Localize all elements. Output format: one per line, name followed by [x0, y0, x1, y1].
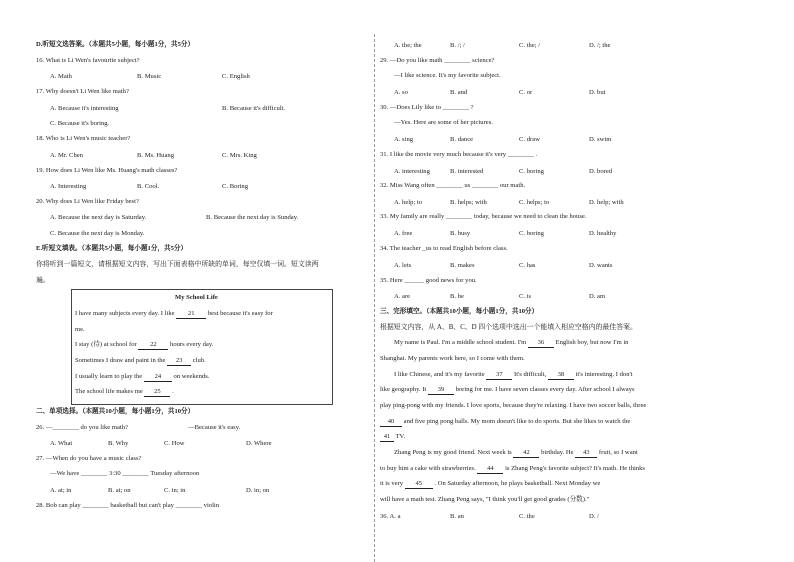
q31-stem: 31. I like the movie very much because it's very ________ . — [380, 151, 538, 158]
passage-line10: it is very 45 . On Saturday afternoon, he plays basketball. Next Monday we — [380, 480, 601, 487]
q29-option-c[interactable]: C. or — [519, 89, 533, 96]
q36-option-a[interactable]: 36. A. a — [380, 513, 401, 520]
q26-option-a[interactable]: A. What — [50, 440, 73, 447]
blank-45[interactable]: 45 — [405, 481, 433, 489]
section-3-title: 三、完形填空。（本题共10小题，每小题1分，共10分） — [380, 308, 539, 315]
table-title: My School Life — [175, 294, 218, 301]
q30-option-b[interactable]: B. dance — [450, 136, 474, 143]
q16-option-b[interactable]: B. Music — [137, 73, 162, 80]
q35-option-a[interactable]: A. are — [394, 293, 411, 300]
q19-stem: 19. How does Li Wen like Ms. Huang's math classes? — [36, 167, 178, 174]
q36-option-c[interactable]: C. the — [519, 513, 535, 520]
q18-stem: 18. Who is Li Wen's music teacher? — [36, 135, 131, 142]
blank-42[interactable]: 42 — [513, 450, 539, 458]
q32-option-d[interactable]: D. help; with — [589, 199, 624, 206]
q31-option-a[interactable]: A. interesting — [394, 168, 430, 175]
q16-stem: 16. What is Li Wen's favourite subject? — [36, 57, 140, 64]
q32-stem: 32. Miss Wang often ________ us ________ our math. — [380, 182, 526, 189]
q33-option-a[interactable]: A. free — [394, 230, 413, 237]
section-3-desc: 根据短文内容，从 A、B、C、D 四个选项中选出一个能填入相应空格内的最佳答案。 — [380, 324, 637, 331]
q26-response: —Because it's easy. — [188, 424, 241, 431]
q34-option-d[interactable]: D. wants — [589, 262, 613, 269]
blank-44[interactable]: 44 — [477, 466, 503, 474]
table-line5: I usually learn to play the 24 on weekends. — [75, 373, 210, 380]
passage-line1: My name is Paul. I'm a middle school student. I'm 36 English boy, but now I'm in — [394, 339, 629, 346]
blank-36[interactable]: 36 — [528, 340, 554, 348]
q28-stem: 28. Bob can play ________ basketball but can't play ________ violin — [36, 502, 220, 509]
blank-24[interactable]: 24 — [144, 374, 172, 382]
q28-option-c[interactable]: C. the; / — [519, 42, 541, 49]
q19-option-c[interactable]: C. Boring — [222, 183, 249, 190]
q30-response: —Yes. Here are some of her pictures. — [394, 119, 493, 126]
section-e-title: E.听短文填表。（本题共5小题，每小题1分，共5分） — [36, 245, 188, 252]
q19-option-b[interactable]: B. Cool. — [137, 183, 160, 190]
blank-40[interactable]: 40 — [380, 419, 402, 427]
table-line3: I stay (待) at school for 22 hours every day. — [75, 341, 214, 348]
q35-option-d[interactable]: D. am — [589, 293, 606, 300]
q35-option-c[interactable]: C. is — [519, 293, 532, 300]
section-e-desc-line1: 你将听到一篇短文，请根据短文内容，写出下面表格中所缺的单词，每空仅填一词。短文读两 — [36, 261, 319, 268]
q34-option-c[interactable]: C. has — [519, 262, 536, 269]
q28-option-b[interactable]: B. /; / — [450, 42, 465, 49]
q30-option-d[interactable]: D. swim — [589, 136, 612, 143]
table-line6: The school life makes me 25 . — [75, 388, 174, 395]
q32-option-c[interactable]: C. helps; to — [519, 199, 550, 206]
q36-option-d[interactable]: D. / — [589, 513, 599, 520]
q26-option-b[interactable]: B. Why — [108, 440, 129, 447]
q35-stem: 35. Here ______ good news for you. — [380, 277, 477, 284]
q19-option-a[interactable]: A. Interesting — [50, 183, 87, 190]
q16-option-a[interactable]: A. Math — [50, 73, 72, 80]
q33-option-b[interactable]: B. busy — [450, 230, 471, 237]
passage-line5: play ping-pong with my friends. I love sports, because they're relaxing. I have two soccer balls, three — [380, 402, 647, 409]
passage-line11: will have a math test. Zhang Peng says, "I think you'll get good grades (分数)." — [380, 496, 590, 503]
section-d-title: D.听短文选答案。（本题共5小题，每小题1分，共5分） — [36, 41, 195, 48]
passage-line4: like geography. It 39 boring for me. I have seven classes every day. After school I always — [380, 386, 635, 393]
q29-stem: 29. —Do you like math ________ science? — [380, 57, 495, 64]
blank-39[interactable]: 39 — [428, 387, 454, 395]
q28-option-d[interactable]: D. /; the — [589, 42, 611, 49]
q31-option-d[interactable]: D. bored — [589, 168, 613, 175]
q20-option-a[interactable]: A. Because the next day is Saturday. — [50, 214, 147, 221]
q29-option-b[interactable]: B. and — [450, 89, 468, 96]
blank-37[interactable]: 37 — [486, 372, 512, 380]
q33-option-c[interactable]: C. boring — [519, 230, 544, 237]
q35-option-b[interactable]: B. be — [450, 293, 464, 300]
q33-option-d[interactable]: D. healthy — [589, 230, 617, 237]
table-line1: I have many subjects every day. I like 21 best because it's easy for — [75, 310, 273, 317]
q27-option-c[interactable]: C. in; in — [164, 487, 186, 494]
blank-25[interactable]: 25 — [144, 389, 170, 397]
q30-stem: 30. —Does Lily like to ________ ? — [380, 104, 474, 111]
q26-option-c[interactable]: C. How — [164, 440, 185, 447]
q17-option-a[interactable]: A. Because it's interesting — [50, 105, 119, 112]
blank-38[interactable]: 38 — [548, 372, 574, 380]
passage-line2: Shanghai. My parents work here, so I come with them. — [380, 355, 525, 362]
blank-23[interactable]: 23 — [167, 358, 191, 366]
passage-line6: 40 and five ping pong balls. My mom doesn't like to do sports. But she likes to watch the — [380, 419, 630, 427]
q30-option-a[interactable]: A. sing — [394, 136, 414, 143]
q36-option-b[interactable]: B. an — [450, 513, 464, 520]
q26-option-d[interactable]: D. Where — [246, 440, 272, 447]
table-line2: me. — [75, 326, 85, 333]
q29-response: —I like science. It's my favorite subject. — [394, 72, 501, 79]
column-divider — [374, 34, 375, 562]
blank-22[interactable]: 22 — [138, 342, 168, 350]
section-2-title: 二、单项选择。（本题共10小题，每小题1分，共10分） — [36, 408, 195, 415]
section-e-desc-line2: 遍。 — [36, 277, 50, 284]
q29-option-d[interactable]: D. but — [589, 89, 606, 96]
blank-41[interactable]: 41 — [380, 434, 394, 442]
q17-stem: 17. Why doesn't Li Wen like math? — [36, 88, 129, 95]
q33-stem: 33. My family are really ________ today, because we need to clean the house. — [380, 213, 587, 220]
q27-option-a[interactable]: A. at; in — [50, 487, 72, 494]
q27-response: —We have ________ 3:30 ________ Tuesday afternoon — [50, 470, 200, 477]
q28-option-a[interactable]: A. the; the — [394, 42, 422, 49]
q20-option-c[interactable]: C. Because the next day is Monday. — [50, 230, 145, 237]
blank-43[interactable]: 43 — [575, 450, 597, 458]
q18-option-c[interactable]: C. Mrs. King — [222, 152, 257, 159]
q20-option-b[interactable]: B. Because the next day is Sunday. — [206, 214, 299, 221]
blank-21[interactable]: 21 — [176, 311, 206, 319]
q17-option-c[interactable]: C. Because it's boring. — [50, 120, 110, 127]
q32-option-b[interactable]: B. helps; with — [450, 199, 487, 206]
passage-line3: I like Chinese, and it's my favorite 37 It's difficult, 38 it's interesting. I don't — [394, 371, 633, 378]
q34-option-a[interactable]: A. lets — [394, 262, 412, 269]
q16-option-c[interactable]: C. English — [222, 73, 250, 80]
passage-line9: to buy him a cake with strawberries. 44 is Zhang Peng's favorite subject? It's math. He thinks — [380, 465, 645, 472]
q34-stem: 34. The teacher _us to read English before class. — [380, 245, 508, 252]
q18-option-a[interactable]: A. Mr. Chen — [50, 152, 83, 159]
q31-option-c[interactable]: C. boring — [519, 168, 544, 175]
q27-option-b[interactable]: B. at; on — [108, 487, 131, 494]
table-line4: Sometimes I draw and paint in the 23 club. — [75, 357, 206, 364]
passage-line8: Zhang Peng is my good friend. Next week is 42 birthday. He 43 fruit, so I want — [394, 449, 638, 456]
q29-option-a[interactable]: A. so — [394, 89, 408, 96]
q34-option-b[interactable]: B. makes — [450, 262, 475, 269]
q31-option-b[interactable]: B. interested — [450, 168, 484, 175]
q17-option-b[interactable]: B. Because it's difficult. — [222, 105, 286, 112]
q26-stem: 26. —________ do you like math? — [36, 424, 128, 431]
q32-option-a[interactable]: A. help; to — [394, 199, 423, 206]
q30-option-c[interactable]: C. draw — [519, 136, 540, 143]
passage-line7: 41 TV. — [380, 434, 405, 442]
q18-option-b[interactable]: B. Ms. Huang — [137, 152, 174, 159]
q27-option-d[interactable]: D. in; on — [246, 487, 270, 494]
q20-stem: 20. Why does Li Wen like Friday best? — [36, 198, 139, 205]
q27-stem: 27. —When do you have a music class? — [36, 455, 142, 462]
